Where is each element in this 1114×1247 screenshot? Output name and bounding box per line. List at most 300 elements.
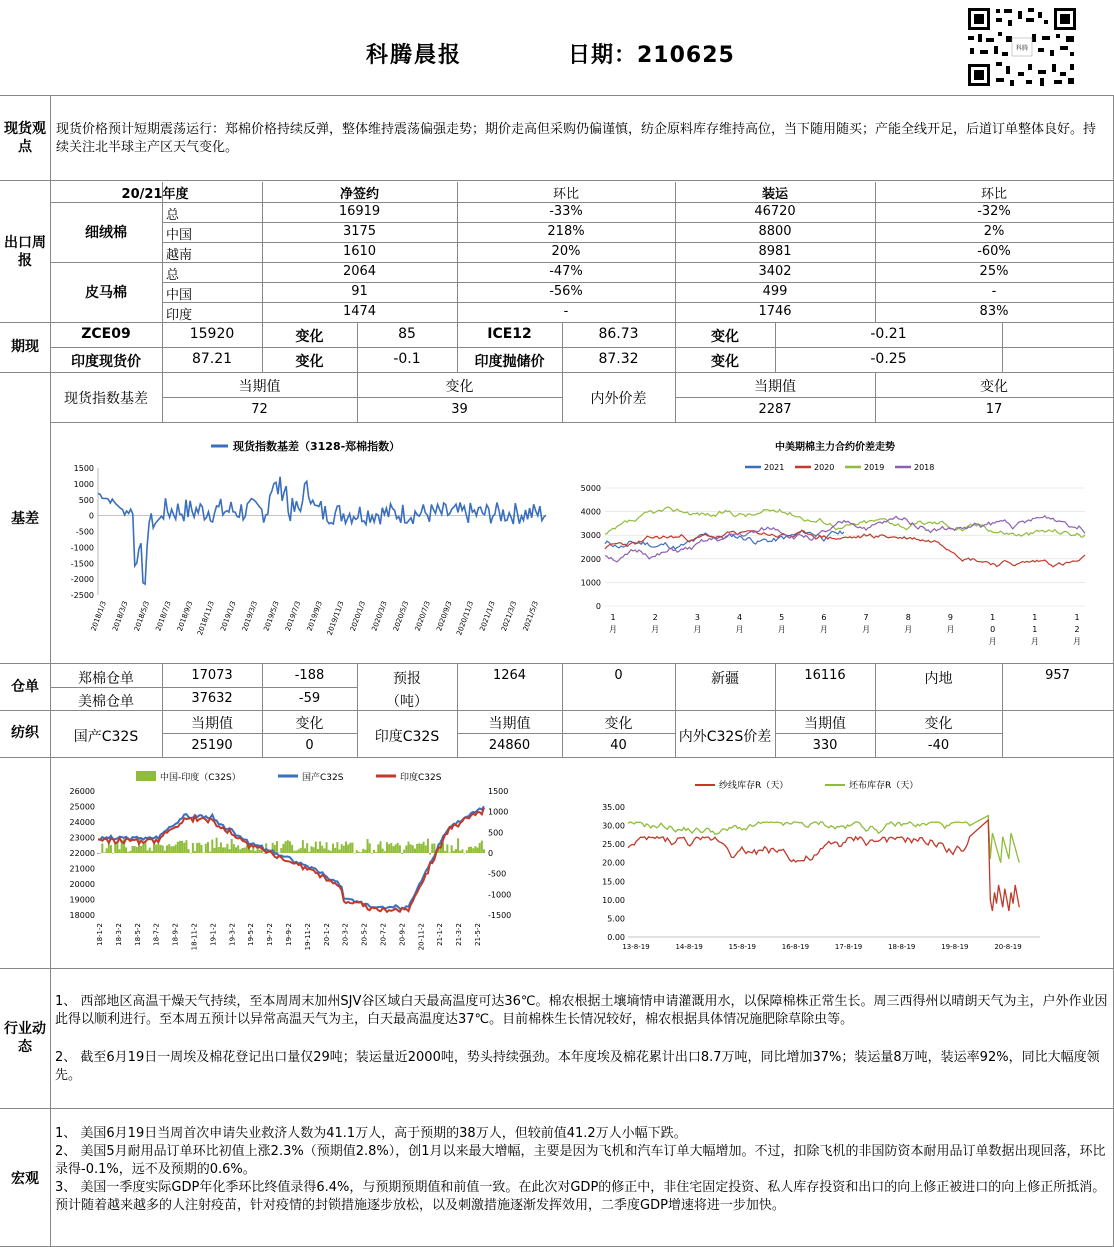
diff-bar: [375, 852, 377, 853]
tx-dom-cur-header: 当期值: [191, 716, 233, 732]
futures-cell: 变化: [711, 329, 739, 345]
yarn-price-chart: [56, 765, 556, 963]
diff-bar: [164, 851, 166, 853]
y-tick-label-left: 22000: [69, 849, 95, 858]
wh-ice-value: 37632: [191, 691, 233, 706]
y-tick-label-left: 26000: [69, 787, 95, 796]
diff-bar: [373, 850, 375, 853]
diff-bar: [140, 846, 142, 853]
x-tick-label: 5: [779, 613, 785, 622]
y-tick-label-left: 25000: [69, 802, 95, 812]
x-tick-label: 0: [990, 625, 996, 634]
x-tick-label: 2018/3/3: [111, 599, 130, 633]
section-label-industry: 行业动态: [4, 1021, 46, 1055]
y-tick-label: -2000: [70, 575, 94, 585]
futures-cell: 15920: [189, 326, 235, 342]
diff-bar: [472, 848, 474, 853]
x-tick-label: 2018/5/3: [132, 599, 152, 633]
futures-cell: 变化: [711, 354, 739, 370]
diff-bar: [233, 844, 235, 853]
y-tick-label: 4000: [580, 507, 601, 517]
y-tick-label: 20.00: [602, 858, 625, 868]
diff-bar: [110, 845, 112, 853]
diff-bar: [244, 848, 246, 853]
x-tick-label: 2: [652, 613, 658, 622]
series-line-2021: [605, 530, 844, 549]
x-tick-label: 13-8-19: [622, 943, 650, 951]
x-tick-label: 21-5-2: [474, 923, 482, 946]
x-tick-label: 20-7-2: [379, 923, 388, 946]
diff-bar: [300, 848, 302, 853]
tx-dom-chg: 0: [305, 738, 314, 753]
basis-label: 现货指数基差: [64, 391, 148, 407]
y-tick-label: 15.00: [602, 877, 625, 887]
spread-chg-value: 17: [985, 402, 1003, 417]
x-tick-label: 20-3-2: [341, 923, 350, 946]
x-tick-label: 6: [821, 613, 827, 622]
diff-bar: [466, 850, 468, 853]
export-ship-value: 8800: [758, 224, 792, 239]
diff-bar: [347, 845, 349, 853]
x-tick-label: 3: [694, 613, 700, 622]
series-line-2018: [605, 516, 1085, 562]
tx-diff-label: 内外C32S价差: [678, 729, 772, 745]
x-tick-label: 月: [819, 625, 828, 634]
x-tick-label: 20-9-2: [398, 923, 407, 946]
diff-bar: [201, 845, 203, 853]
diff-bar: [209, 851, 211, 853]
svg-text:科腾: 科腾: [1015, 45, 1029, 52]
y-tick-label-right: 1500: [488, 787, 509, 796]
diff-bar: [399, 845, 401, 853]
basis-series-line: [98, 477, 546, 584]
tx-diff-cur-header: 当期值: [804, 716, 846, 732]
legend-label: 2020: [814, 463, 835, 472]
diff-bar: [330, 851, 332, 853]
fabric-inventory-line: [628, 816, 1019, 863]
diff-bar: [134, 846, 136, 853]
y-tick-label-left: 20000: [69, 880, 95, 889]
diff-bar: [369, 843, 371, 853]
export-ship-value: 499: [762, 284, 788, 299]
legend-label: 2018: [914, 463, 935, 472]
diff-bar: [455, 849, 457, 853]
diff-bar: [420, 844, 422, 853]
macro-item-2: 2、 美国5月耐用品订单环比初值上涨2.3%（预期值2.8%），创1月以来最大增幅，主要是因为飞机和汽车订单大幅增加。不过，扣除飞机的非国防资本耐用品订单数据出现回落，环比录得-0.1%，远不及预期的0.6%。: [55, 1144, 1106, 1177]
x-tick-label: 20-5-2: [360, 923, 369, 946]
diff-bar: [147, 850, 149, 853]
diff-bar: [403, 850, 405, 853]
x-tick-label: 2018/9/3: [176, 599, 195, 633]
diff-bar: [345, 841, 347, 853]
diff-bar: [457, 838, 459, 853]
spot-view-text: 现货价格预计短期震荡运行：郑棉价格持续反弹，整体维持震荡偏强走势；期价走高但采购仍偏谨慎，纺企原料库存维持高位，当下随用随买；产能全线开足，后道订单整体良好。持续关注北半球主产区天气变化。: [56, 122, 1097, 155]
tx-diff-chg-header: 变化: [924, 716, 953, 732]
diff-bar: [405, 845, 407, 853]
diff-bar: [119, 849, 121, 853]
diff-bar: [390, 843, 392, 853]
diff-bar: [282, 844, 284, 853]
futures-cell: 变化: [295, 354, 324, 370]
diff-bar: [349, 843, 351, 853]
diff-bar: [254, 851, 256, 853]
diff-bar: [313, 847, 315, 853]
export-ship-chg: 25%: [979, 264, 1009, 279]
x-tick-label: 14-8-19: [675, 943, 703, 951]
diff-bar: [280, 848, 282, 853]
x-tick-label: 月: [862, 625, 871, 634]
diff-bar: [427, 839, 429, 853]
diff-bar: [315, 842, 317, 853]
wh-zce-value: 17073: [191, 668, 233, 683]
diff-bar: [423, 842, 425, 853]
legend-label: 2021: [764, 463, 785, 472]
tx-dom-label: 国产C32S: [73, 729, 139, 745]
y-tick-label: -500: [75, 527, 94, 537]
x-tick-label: 20-11-2: [417, 923, 426, 951]
section-label-export: 出口周报: [4, 235, 46, 269]
futures-cell: -0.25: [870, 351, 907, 367]
diff-bar: [354, 853, 356, 854]
futures-cell: 印度抛储价: [474, 354, 545, 370]
diff-bar: [116, 843, 118, 853]
diff-bar: [356, 850, 358, 853]
diff-bar: [172, 846, 174, 853]
y-tick-label: 0: [595, 602, 601, 611]
y-tick-label: 1000: [580, 578, 601, 588]
macro-item-1: 1、 美国6月19日当周首次申请失业救济人数为41.1万人，高于预期的38万人，但较前值41.2万人小幅下跌。: [55, 1126, 687, 1141]
x-tick-label: 1: [990, 613, 996, 622]
x-tick-label: 2019/1/3: [219, 599, 238, 633]
diff-bar: [388, 844, 390, 853]
diff-bar: [414, 849, 416, 853]
diff-bar: [231, 839, 233, 853]
export-row-label: 总: [166, 268, 180, 283]
diff-bar: [429, 853, 431, 855]
diff-bar: [302, 840, 304, 853]
diff-bar: [459, 851, 461, 853]
x-tick-label: 2019/3/3: [240, 599, 260, 633]
industry-item-2: 2、 截至6月19日一周埃及棉花登记出口量仅29吨；装运量近2000吨，势头持续强劲。本年度埃及棉花累计出口8.7万吨，同比增加37%；装运量8万吨，装运率92%，同比大幅度领先。: [55, 1050, 1100, 1083]
diff-bar: [362, 849, 364, 853]
diff-bar: [144, 843, 146, 853]
diff-bar: [166, 845, 168, 853]
diff-bar: [213, 848, 215, 853]
basis-cur-value: 72: [251, 402, 268, 417]
diff-bar: [339, 850, 341, 853]
x-tick-label: 21-3-2: [455, 923, 464, 946]
y-tick-label-left: 19000: [69, 895, 95, 905]
export-ship-chg: 83%: [979, 304, 1009, 319]
diff-bar: [358, 852, 360, 853]
export-ship-value: 46720: [754, 204, 796, 219]
spread-chg-header: 变化: [980, 379, 1008, 395]
diff-bar: [155, 845, 157, 853]
x-tick-label: 2018/11/3: [196, 599, 216, 637]
diff-bar: [276, 841, 278, 853]
diff-bar: [328, 850, 330, 853]
futures-cell: 变化: [295, 329, 324, 345]
basis-chg-value: 39: [451, 402, 468, 417]
diff-bar: [308, 852, 310, 853]
export-ship-chg: 2%: [983, 224, 1005, 239]
legend-label: 2019: [864, 463, 885, 472]
x-tick-label: 9: [947, 613, 954, 622]
wh-xinjiang-label: 新疆: [711, 671, 739, 687]
diff-bar: [479, 843, 481, 853]
diff-bar: [431, 844, 433, 853]
wh-ice-chg: -59: [298, 691, 321, 706]
diff-bar: [103, 852, 105, 853]
tx-dom-value: 25190: [191, 738, 233, 753]
x-tick-label: 1: [1032, 613, 1038, 622]
y-tick-label: -1500: [70, 559, 94, 569]
diff-bar: [416, 844, 418, 853]
diff-bar: [149, 848, 151, 853]
export-signed-chg: -47%: [549, 264, 583, 279]
industry-item-1: 1、 西部地区高温干燥天气持续，至本周周末加州SJV谷区域白天最高温度可达36℃。棉农根据土壤墒情申请灌溉用水，以保障棉株正常生长。周三西得州以晴朗天气为主，户外作业因此得以顺利进行。至本周五预计以异常高温天气为主，白天最高温度达37℃。目前棉株生长情况较好，棉农根据具体情况施肥除草除虫等。: [55, 994, 1108, 1027]
chart-title: 中美期棉主力合约价差走势: [775, 442, 895, 453]
diff-bar: [170, 846, 172, 853]
export-signed-chg: -: [563, 304, 569, 319]
spread-label: 内外价差: [590, 391, 647, 407]
futures-cell: ZCE09: [81, 326, 131, 342]
wh-xinjiang-value: 16116: [804, 668, 846, 683]
diff-bar: [101, 843, 103, 853]
diff-bar: [386, 842, 388, 853]
diff-bar: [194, 851, 196, 853]
y-tick-label-left: 24000: [69, 818, 95, 827]
x-tick-label: 2020/11/3: [455, 599, 476, 637]
x-tick-label: 2018/1/3: [89, 599, 108, 633]
x-tick-label: 21-1-2: [436, 923, 445, 946]
export-header-signed-chg: 环比: [552, 187, 579, 202]
x-tick-label: 19-3-2: [228, 923, 237, 946]
spread-cur-header: 当期值: [754, 379, 796, 395]
inventory-chart: [590, 765, 1060, 963]
diff-bar: [418, 843, 420, 853]
export-ship-value: 1746: [758, 304, 792, 319]
futures-cell: -0.1: [393, 351, 421, 367]
diff-bar: [185, 840, 187, 853]
export-signed-value: 1610: [342, 244, 377, 259]
diff-bar: [446, 844, 448, 853]
domestic-line: [98, 806, 484, 909]
diff-bar: [336, 842, 338, 853]
diff-bar: [371, 853, 373, 854]
wh-forecast-unit: （吨）: [386, 694, 428, 710]
diff-bar: [112, 853, 114, 854]
diff-bar: [157, 843, 159, 853]
x-tick-label: 月: [1073, 637, 1081, 646]
diff-bar: [395, 844, 397, 853]
section-label-futures: 期现: [11, 339, 39, 355]
x-tick-label: 月: [609, 625, 617, 634]
export-signed-chg: -56%: [549, 284, 583, 299]
tx-ind-chg: 40: [610, 738, 627, 753]
export-signed-value: 91: [351, 284, 368, 299]
diff-bar: [216, 838, 218, 853]
export-ship-value: 3402: [758, 264, 792, 279]
diff-bar: [198, 843, 200, 853]
diff-bar: [317, 849, 319, 853]
diff-bar: [351, 843, 353, 853]
wh-forecast-value: 1264: [492, 668, 527, 683]
x-tick-label: 2019/11/3: [325, 599, 346, 637]
section-label-spot: 现货观点: [4, 121, 46, 155]
x-tick-label: 18-8-19: [888, 943, 916, 951]
x-tick-label: 19-1-2: [209, 923, 218, 946]
diff-bar: [470, 847, 472, 853]
x-tick-label: 2019/5/3: [262, 599, 281, 633]
y-tick-label-left: 18000: [69, 911, 95, 920]
x-tick-label: 2020/3/3: [370, 599, 389, 633]
tx-dom-chg-header: 变化: [295, 716, 324, 732]
wh-forecast-chg: 0: [614, 668, 623, 683]
export-signed-value: 16919: [338, 204, 381, 219]
wh-zce-chg: -188: [294, 668, 325, 683]
yarn-inventory-line: [628, 820, 1019, 911]
diff-bar: [97, 853, 99, 854]
diff-bar: [433, 844, 435, 853]
diff-bar: [218, 847, 220, 853]
y-tick-label: 30.00: [602, 821, 625, 831]
y-tick-label: 1500: [73, 464, 94, 473]
diff-bar: [321, 846, 323, 853]
export-header-ship-chg: 环比: [980, 187, 1007, 202]
x-tick-label: 2019/9/3: [305, 599, 324, 633]
diff-bar: [136, 847, 138, 853]
diff-bar: [477, 847, 479, 853]
y-tick-label: 10.00: [602, 895, 625, 905]
x-tick-label: 18-7-2: [152, 923, 161, 946]
x-tick-label: 19-11-2: [303, 923, 312, 951]
export-header-signed: 净签约: [339, 187, 379, 202]
futures-cell: -0.21: [870, 326, 907, 342]
x-tick-label: 19-5-2: [247, 923, 256, 946]
diff-bar: [250, 850, 252, 853]
x-tick-label: 15-8-19: [728, 943, 756, 951]
x-tick-label: 月: [651, 625, 660, 634]
diff-bar: [379, 841, 381, 853]
diff-bar: [360, 852, 362, 853]
legend-label: 坯布库存R（天）: [849, 781, 919, 791]
y-tick-label-right: -1000: [488, 890, 512, 900]
x-tick-label: 18-3-2: [114, 923, 123, 946]
wh-ice-label: 美棉仓单: [78, 694, 134, 710]
diff-bar: [425, 845, 427, 853]
diff-bar: [205, 844, 207, 853]
diff-bar: [410, 844, 412, 853]
diff-bar: [453, 851, 455, 853]
export-group-0: 细绒棉: [85, 225, 127, 241]
x-tick-label: 2020/7/3: [413, 599, 432, 633]
y-tick-label-right: -500: [488, 869, 507, 879]
diff-bar: [203, 853, 205, 854]
diff-bar: [179, 841, 181, 853]
futures-cell: 印度现货价: [71, 354, 141, 370]
tx-ind-cur-header: 当期值: [488, 716, 531, 732]
y-tick-label-right: 0: [488, 849, 494, 858]
x-tick-label: 月: [904, 625, 913, 634]
legend-label: 纱线库存R（天）: [719, 781, 789, 791]
tx-ind-label: 印度C32S: [374, 729, 440, 745]
diff-bar: [235, 847, 237, 853]
qr-code-icon: [966, 6, 1078, 88]
y-tick-label: 2000: [580, 554, 601, 564]
diff-bar: [306, 843, 308, 853]
diff-bar: [364, 850, 366, 853]
diff-bar: [207, 842, 209, 853]
x-tick-label: 2020/9/3: [435, 599, 454, 633]
diff-bar: [229, 849, 231, 853]
y-tick-label: -2500: [70, 591, 94, 600]
y-tick-label-right: 500: [488, 828, 504, 838]
diff-bar: [222, 847, 224, 853]
x-tick-label: 1: [1032, 625, 1038, 634]
export-group-1: 皮马棉: [85, 285, 127, 301]
spread-cur-value: 2287: [758, 402, 792, 417]
diff-bar: [304, 848, 306, 853]
x-tick-label: 2020/1/3: [348, 599, 368, 633]
legend-label: 国产C32S: [302, 773, 344, 783]
y-tick-label: 1000: [73, 479, 94, 489]
diff-bar: [263, 853, 265, 854]
x-tick-label: 20-8-19: [994, 943, 1022, 951]
wh-inland-value: 957: [1045, 668, 1070, 683]
export-signed-value: 1474: [342, 304, 377, 319]
export-row-label: 越南: [166, 248, 193, 263]
section-label-macro: 宏观: [11, 1171, 39, 1187]
tx-ind-chg-header: 变化: [604, 716, 633, 732]
section-label-textile: 纺织: [11, 725, 39, 741]
diff-bar: [239, 849, 241, 853]
diff-bar: [226, 844, 228, 853]
wh-forecast-label: 预报: [393, 671, 421, 687]
diff-bar: [298, 849, 300, 853]
y-tick-label: 5000: [580, 484, 601, 493]
x-tick-label: 2: [1074, 625, 1080, 634]
diff-bar: [332, 844, 334, 853]
x-tick-label: 2020/5/3: [392, 599, 411, 633]
x-tick-label: 月: [693, 625, 702, 634]
x-tick-label: 2018/7/3: [154, 599, 173, 633]
y-tick-label-left: 21000: [69, 864, 95, 874]
diff-bar: [160, 845, 162, 853]
diff-bar: [129, 851, 131, 853]
section-label-basis: 基差: [11, 511, 39, 527]
y-tick-label: 3000: [580, 531, 601, 541]
macro-item-3: 3、 美国一季度实际GDP年化季环比终值录得6.4%，与预期预期值和前值一致。在此次对GDP的修正中，非住宅固定投资、私人库存投资和出口的向上修正被进口的向上修正所抵消。预计随着越来越多的人注射疫苗，针对疫情的封锁措施逐步放松，以及刺激措施逐渐发挥效用，二季度GDP增速将进一步加快。: [55, 1180, 1106, 1213]
diff-bar: [341, 844, 343, 853]
diff-bar: [168, 844, 170, 853]
x-tick-label: 2021/5/3: [521, 599, 540, 633]
y-tick-label-left: 23000: [69, 833, 95, 843]
diff-bar: [334, 848, 336, 853]
x-tick-label: 19-9-2: [285, 923, 293, 946]
diff-bar: [192, 843, 194, 853]
export-row-label: 中国: [166, 228, 193, 243]
export-header-year: 20/21年度: [121, 187, 189, 202]
y-tick-label: 0: [88, 511, 94, 521]
export-row-label: 中国: [166, 288, 193, 303]
diff-bar: [220, 842, 222, 853]
x-tick-label: 8: [905, 613, 911, 622]
diff-bar: [259, 850, 261, 853]
diff-bar: [127, 852, 129, 853]
tx-diff-chg: -40: [927, 738, 950, 753]
wh-inland-label: 内地: [924, 671, 953, 687]
